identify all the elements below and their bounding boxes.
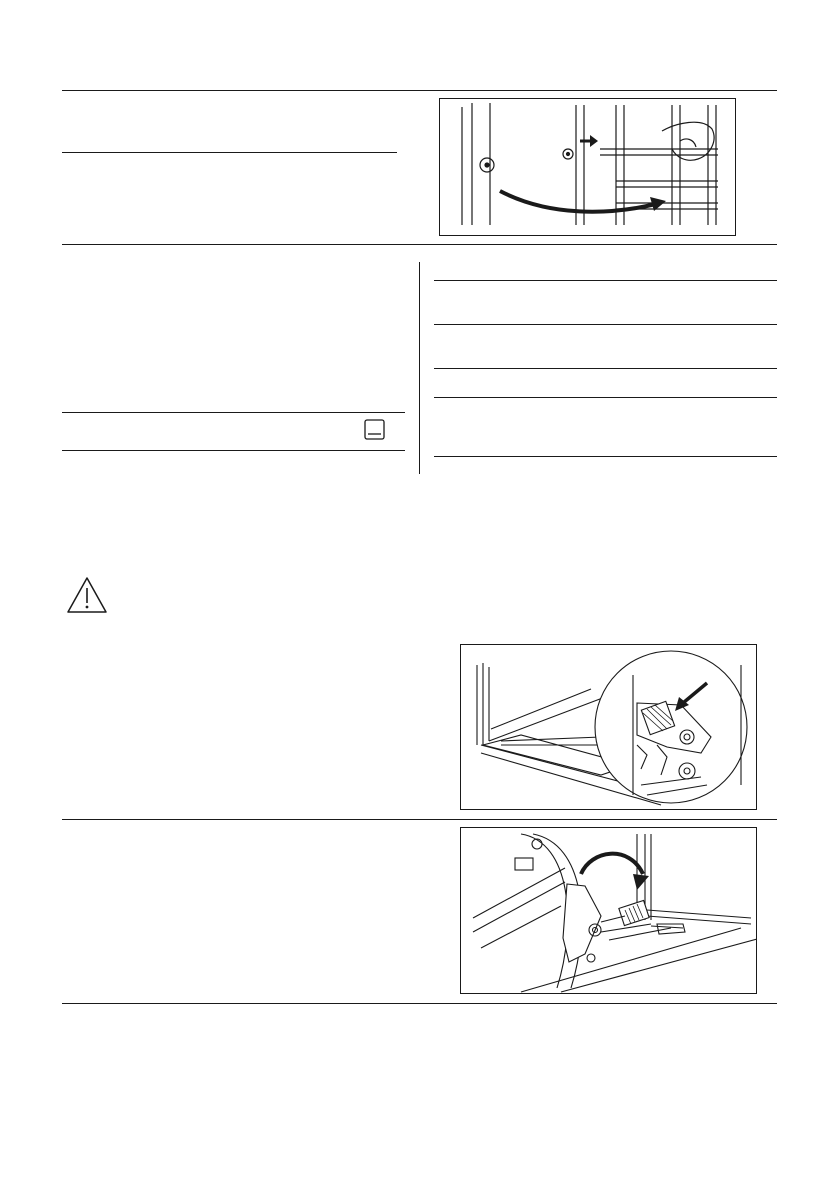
column-divider: [419, 262, 420, 474]
arrow-icon: [633, 874, 649, 890]
door-hinge-lever-illustration: [461, 645, 756, 809]
text-rule-1: [62, 152, 397, 153]
shelf-support-illustration: [440, 99, 735, 235]
arrow-icon: [580, 135, 598, 147]
right-col-rule-1: [434, 280, 777, 281]
right-col-rule-2: [434, 324, 777, 325]
section-rule-2: [62, 244, 777, 245]
oven-symbol: [364, 419, 385, 440]
section-rule-top: [62, 90, 777, 91]
hinge-rotate-figure: [460, 827, 757, 994]
oven-square-icon: [364, 419, 385, 440]
left-col-rule-2: [62, 450, 405, 451]
section-rule-bottom: [62, 1003, 777, 1004]
right-col-rule-4: [434, 397, 777, 398]
warning-triangle-icon: [66, 576, 108, 614]
left-col-rule-1: [62, 412, 405, 413]
hinge-lever-figure: [460, 644, 757, 810]
right-col-rule-3: [434, 368, 777, 369]
right-col-rule-5: [434, 456, 777, 457]
shelf-support-figure: [439, 98, 736, 236]
section-rule-3: [62, 819, 777, 820]
door-hinge-rotate-illustration: [461, 828, 756, 993]
warning-sign: [66, 576, 108, 614]
